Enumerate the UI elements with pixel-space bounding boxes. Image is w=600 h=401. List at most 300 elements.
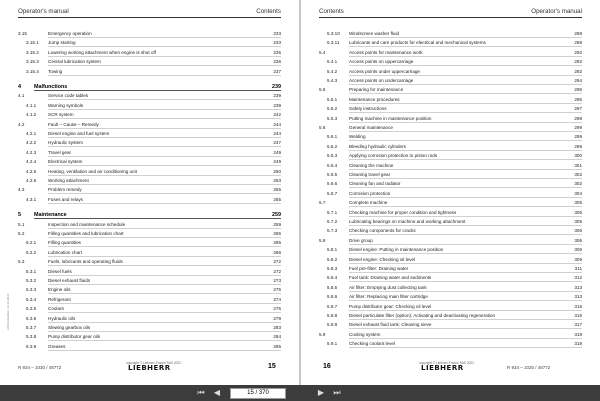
toc-entry-page: 305 [574,209,582,215]
toc-entry-page: 266 [273,249,281,255]
toc-entry[interactable] [319,58,582,66]
toc-entry-page: 299 [574,134,582,140]
toc-entry-number: 4.2.2 [26,140,37,146]
toc-entry[interactable] [319,30,582,38]
toc-entry-page: 302 [574,172,582,177]
toc-entry-label: Maintenance [34,212,67,219]
left-copyright: copyright © Liebherr-France SAS 2022 [126,361,181,365]
toc-entry-label: Lubrication chart [48,249,82,255]
toc-entry-page: 239 [273,93,281,99]
toc-entry[interactable] [18,168,281,176]
toc-entry-page: 306 [574,237,582,243]
toc-entry[interactable] [18,121,281,129]
toc-entry[interactable] [319,39,582,47]
toc-entry-number: 4.1.2 [26,112,37,118]
toc-entry-page: 239 [273,102,281,108]
toc-entry-number: 5.8 [319,237,326,243]
toc-entry[interactable] [18,149,281,157]
toc-entry[interactable] [18,249,281,257]
toc-entry-label: Access points under uppercarriage [349,68,420,74]
toc-entry-page: 236 [273,59,281,65]
toc-entry-rule [48,293,281,294]
toc-entry-page: 292 [574,59,582,65]
toc-entry-number: 3.15.3 [26,59,39,65]
toc-entry-page: 272 [273,268,281,274]
last-page-icon[interactable]: ⏭ [333,388,341,397]
toc-entry-label: Diesel fuels [48,268,72,274]
toc-entry-rule [48,109,281,110]
toc-entry-number: 5.9 [319,331,326,337]
toc-entry-rule [349,178,582,179]
toc-entry-rule [48,256,281,257]
toc-entry-page: 311 [574,266,582,271]
toc-entry-page: 274 [273,296,281,302]
toc-entry-page: 284 [273,334,281,340]
toc-entry-rule [48,165,281,166]
toc-entry-page: 305 [574,200,582,206]
toc-entry-label: Pump distributor gear: Checking oil level [349,303,432,309]
toc-entry[interactable] [319,265,582,273]
toc-entry-label: Filling quantities and lubrication chart [48,231,124,236]
toc-entry-rule [48,350,281,351]
toc-entry[interactable] [18,177,281,185]
toc-entry[interactable] [18,277,281,285]
toc-entry-page: 304 [574,190,582,196]
toc-entry[interactable] [18,324,281,332]
left-header-rule [18,17,281,18]
toc-entry-number: 5.5.1 [327,96,338,102]
toc-entry-rule [48,331,281,332]
toc-entry-number: 4.3 [18,187,25,193]
toc-entry-page: 283 [273,325,281,330]
toc-entry-page: 317 [574,322,582,328]
toc-entry[interactable] [18,92,281,100]
toc-entry[interactable] [319,284,582,292]
toc-entry-page: 265 [273,240,281,246]
toc-entry-label: Lowering working attachment when engine is shut off [48,49,156,55]
toc-entry-label: Emergency operation [48,31,92,36]
toc-entry-number: 5.6.4 [327,162,338,168]
toc-entry[interactable] [319,303,582,311]
toc-entry-page: 242 [273,112,281,118]
toc-entry-rule [349,93,582,94]
toc-entry[interactable] [319,190,582,198]
toc-entry-label: Jump starting [48,40,76,46]
toc-entry[interactable] [319,171,582,179]
toc-entry-number: 5.4.3 [327,78,338,83]
toc-entry-number: 5.6.7 [327,190,338,196]
toc-entry-rule [48,246,281,247]
toc-entry[interactable] [319,105,582,113]
toc-entry-label: Central lubrication system [48,59,101,65]
toc-entry[interactable] [18,343,281,351]
toc-entry-number: 5.5.2 [327,106,338,112]
toc-entry-label: Towing [48,68,63,74]
toc-entry-page: 299 [574,143,582,149]
toc-entry-rule [48,118,281,119]
toc-entry-number: 5.9.1 [327,341,338,347]
toc-entry-rule [349,263,582,264]
toc-entry-label: Diesel exhaust fluid tank: Cleaning sieve [349,322,432,328]
toc-entry-label: Refrigerant [48,296,71,302]
toc-entry-rule [48,56,281,57]
right-header-rule [319,17,582,18]
toc-entry-rule [48,275,281,276]
toc-entry-page: 313 [574,294,582,300]
toc-entry-number: 4.3.1 [26,196,37,202]
toc-entry-rule [48,340,281,341]
toc-entry-label: Lubricants and care products for electrical and mechanical systems [349,40,486,46]
right-page [301,0,600,385]
toc-entry-page: 259 [273,221,281,227]
toc-entry-page: 253 [273,178,281,183]
toc-entry[interactable] [18,68,281,76]
toc-entry-page: 250 [273,168,281,174]
toc-entry-page: 302 [574,181,582,187]
toc-entry[interactable] [319,180,582,188]
toc-entry-rule [349,112,582,113]
toc-entry-label: Cleaning travel gear [349,172,391,177]
toc-entry-page: 237 [273,68,281,74]
toc-entry[interactable] [18,286,281,294]
toc-entry-label: Safety instructions [349,106,387,112]
toc-entry-number: 4 [18,84,21,90]
toc-entry-page: 319 [574,341,582,347]
toc-entry-number: 5.3 [18,259,25,265]
right-copyright: copyright © Liebherr-France SAS 2022 [419,361,474,365]
toc-entry-number: 5.8.1 [327,247,338,253]
toc-entry-number: 4.2.6 [26,178,37,183]
toc-entry-page: 247 [273,140,281,146]
toc-entry-number: 5.3.1 [26,268,37,274]
toc-entry-rule [48,175,281,176]
toc-entry-number: 5.3.7 [26,325,37,330]
toc-entry-rule [349,338,582,339]
toc-entry[interactable] [18,333,281,341]
toc-entry-number: 5.6.5 [327,172,338,177]
toc-entry[interactable] [18,305,281,313]
toc-entry-rule [349,103,582,104]
toc-entry[interactable] [319,96,582,104]
toc-entry-number: 5.7.1 [327,209,338,215]
left-footer-code: R 934 – 1030 / 48772 [18,365,62,370]
toc-entry[interactable] [319,115,582,123]
toc-entry-number: 5.8.7 [327,303,338,309]
toc-entry[interactable] [18,30,281,38]
toc-entry-rule [349,319,582,320]
toc-entry-rule [349,37,582,38]
toc-entry-number: 4.2.3 [26,149,37,155]
toc-entry-label: Access points for maintenance work [349,49,423,55]
toc-entry-label: Hydraulic system [48,140,83,146]
toc-entry[interactable] [18,239,281,247]
toc-entry-number: 5.3.5 [26,306,37,312]
toc-entry-rule [48,237,281,238]
toc-entry-rule [349,225,582,226]
toc-entry-rule [48,75,281,76]
toc-entry-number: 5.3.3 [26,287,37,293]
toc-entry-page: 244 [273,121,281,127]
toc-entry-label: Diesel exhaust fluids [48,278,91,283]
toc-entry-number: 5.6.3 [327,153,338,159]
toc-entry[interactable] [18,315,281,323]
toc-entry[interactable] [18,49,281,57]
toc-entry-rule [349,272,582,273]
toc-entry[interactable] [319,246,582,254]
toc-entry-label: Diesel engine: Checking oil level [349,256,416,262]
toc-entry-number: 5.6.1 [327,134,338,140]
toc-entry-label: Maintenance procedures [349,96,400,102]
toc-entry[interactable] [319,143,582,151]
toc-entry-number: 5.4.2 [327,68,338,74]
toc-entry-number: 5.3.6 [26,315,37,321]
toc-entry-page: 292 [574,68,582,74]
toc-entry-label: Warning symbols [48,102,84,108]
toc-entry-number: 5.1 [18,221,25,227]
toc-entry-number: 5 [18,212,21,219]
toc-entry-label: Welding [349,134,366,140]
toc-entry[interactable] [18,211,281,219]
toc-entry-number: 5.8.2 [327,256,338,262]
toc-entry-label: Bleeding hydraulic cylinders [349,143,406,149]
toc-entry-rule [349,140,582,141]
toc-entry[interactable] [18,58,281,66]
toc-entry-label: Hydraulic oils [48,315,76,321]
toc-entry[interactable] [319,124,582,132]
toc-entry-number: 5.3.9 [26,343,37,349]
toc-entry-label: Cooling system [349,331,381,337]
next-page-icon[interactable]: ▶ [317,388,325,397]
toc-entry[interactable] [18,230,281,238]
toc-entry[interactable] [18,102,281,110]
toc-entry[interactable] [319,237,582,245]
toc-entry[interactable] [319,340,582,348]
toc-entry-page: 275 [273,287,281,293]
toc-entry[interactable] [319,312,582,320]
toc-entry-number: 5.7 [319,200,326,206]
toc-entry-label: Travel gear [48,149,72,155]
toc-entry-page: 265 [273,231,281,236]
toc-entry-label: Service code tables [48,93,89,99]
toc-entry-rule [48,65,281,66]
toc-entry[interactable] [319,199,582,207]
toc-entry[interactable] [18,111,281,119]
page-indicator[interactable]: 15 / 370 [230,388,286,399]
toc-entry[interactable] [319,77,582,85]
toc-entry[interactable] [18,139,281,147]
toc-entry-page: 272 [273,259,281,265]
toc-entry-rule [48,322,281,323]
toc-entry-page: 273 [273,278,281,283]
toc-entry-page: 292 [574,49,582,55]
right-toc [319,30,582,350]
toc-entry-rule [48,312,281,313]
toc-entry-number: 5.3.4 [26,296,37,302]
left-side-code: LFR/en/Edition: 12.12.2022 [6,293,10,330]
toc-entry-label: Drive group [349,237,373,243]
toc-entry-label: Filling quantities [48,240,81,246]
toc-entry[interactable] [319,152,582,160]
toc-entry[interactable] [319,86,582,94]
toc-entry-page: 299 [574,125,582,130]
toc-entry-rule [349,347,582,348]
toc-entry-page: 244 [273,131,281,136]
toc-entry[interactable] [319,133,582,141]
toc-entry-page: 295 [574,87,582,93]
toc-entry-page: 315 [574,303,582,309]
toc-entry-label: Access points on uppercarriage [349,59,414,65]
toc-entry-rule [48,99,281,100]
toc-entry-rule [48,193,281,194]
toc-entry-number: 4.1 [18,93,25,99]
toc-entry-label: Fuses and relays [48,196,83,202]
toc-entry-page: 233 [273,31,281,36]
toc-entry-label: Preparing for maintenance [349,87,404,93]
toc-entry-number: 3.15.2 [26,49,39,55]
toc-entry-label: Applying corrosion protection to piston rods [349,153,438,159]
toc-entry-number: 5.6.6 [327,181,338,187]
toc-entry-number: 5.4.1 [327,59,338,65]
toc-entry[interactable] [18,130,281,138]
toc-entry-number: 5.5 [319,87,326,93]
toc-entry-label: SCR system [48,112,74,118]
toc-entry-rule [349,46,582,47]
toc-entry[interactable] [18,83,281,91]
left-page [0,0,299,385]
toc-entry-number: 5.8.6 [327,294,338,300]
toc-entry-label: Heating, ventilation and air conditioning unit [48,168,137,174]
toc-entry-page: 312 [574,275,582,281]
toc-entry-rule [349,328,582,329]
toc-entry-page: 259 [272,212,281,219]
toc-entry-number: 5.8.5 [327,284,338,290]
toc-entry-label: Checking components for cracks [349,228,416,234]
toc-entry[interactable] [319,162,582,170]
toc-entry-page: 300 [574,153,582,159]
toc-entry-page: 239 [272,84,281,90]
toc-entry-number: 5.5.3 [327,115,338,121]
toc-entry-rule [349,169,582,170]
toc-entry-number: 5.6.2 [327,143,338,149]
toc-entry[interactable] [18,296,281,304]
toc-entry-label: Fuel tank: Draining water and sediments [349,275,432,281]
toc-entry-rule [349,291,582,292]
toc-entry-page: 316 [574,313,582,318]
toc-entry[interactable] [319,256,582,264]
toc-entry[interactable] [319,68,582,76]
toc-entry[interactable] [18,186,281,194]
toc-entry-rule [349,310,582,311]
toc-entry[interactable] [18,39,281,47]
toc-entry-rule [48,203,281,204]
toc-entry[interactable] [18,221,281,229]
toc-entry[interactable] [319,321,582,329]
toc-entry-rule [349,131,582,132]
toc-entry[interactable] [319,331,582,339]
toc-entry-label: Cleaning the machine [349,162,394,168]
toc-entry-number: 5.3.11 [327,40,340,46]
toc-entry-label: Air filter: Replacing main filter cartridge [349,294,428,300]
toc-entry-rule [349,244,582,245]
toc-entry-rule [349,187,582,188]
toc-entry-number: 5.7.3 [327,228,338,234]
toc-entry-number: 5.2.2 [26,249,37,255]
previous-page-icon[interactable]: ◀ [213,388,221,397]
first-page-icon[interactable]: ⏮ [197,388,205,397]
toc-entry-label: Complete machine [349,200,388,206]
toc-entry-rule [48,228,281,229]
toc-entry-rule [349,150,582,151]
toc-entry-label: Pump distributor gear oils [48,334,101,340]
toc-entry-number: 5.3.10 [327,31,340,36]
toc-entry-rule [349,253,582,254]
toc-entry[interactable] [319,293,582,301]
toc-entry[interactable] [18,196,281,204]
toc-entry-number: 5.2.1 [26,240,37,246]
toc-entry-page: 285 [273,343,281,349]
toc-entry-number: 5.2 [18,231,25,236]
toc-entry-label: Electrical system [48,159,83,165]
toc-entry-rule [349,234,582,235]
toc-entry-label: Malfunctions [34,84,68,90]
right-footer-code: R 934 – 1030 / 48772 [507,365,551,370]
toc-entry[interactable] [319,49,582,57]
toc-entry[interactable] [18,158,281,166]
toc-entry-rule [48,37,281,38]
right-header-title: Operator's manual [531,8,582,15]
toc-entry-rule [349,300,582,301]
toc-entry[interactable] [319,227,582,235]
toc-entry-number: 5.8.4 [327,275,338,281]
toc-entry-number: 5.8.3 [327,266,338,271]
toc-entry-rule [349,159,582,160]
toc-entry-label: Putting machine in maintenance position [349,115,432,121]
toc-entry-rule [349,281,582,282]
toc-entry-page: 233 [273,40,281,46]
viewer-toolbar [0,385,600,401]
toc-entry-number: 3.15 [18,31,27,36]
toc-entry-rule [349,56,582,57]
toc-entry-page: 305 [574,219,582,224]
toc-entry[interactable] [319,209,582,217]
toc-entry-rule [48,46,281,47]
toc-entry-rule [48,156,281,157]
toc-entry-label: Fuel pre-filter: Draining water [349,266,409,271]
toc-entry-label: Diesel engine and fuel system [48,131,110,136]
toc-entry-label: Checking machine for proper condition and tightness [349,209,457,215]
toc-entry-number: 5.4 [319,49,326,55]
toc-entry-rule [349,122,582,123]
toc-entry[interactable] [18,258,281,266]
toc-entry-page: 249 [273,149,281,155]
toc-entry-rule [349,216,582,217]
right-liebherr-logo: LIEBHERR [421,364,464,372]
toc-entry-label: Problem remedy [48,187,82,193]
toc-entry-label: Engine oils [48,287,71,293]
toc-entry-label: Working attachment [48,178,89,183]
toc-entry-number: 5.8.9 [327,322,338,328]
toc-entry-label: Fault – Cause – Remedy [48,121,99,127]
toc-entry-label: Access points on undercarriage [349,78,414,83]
toc-entry[interactable] [319,218,582,226]
toc-entry-label: Checking coolant level [349,341,395,347]
toc-entry-page: 297 [574,106,582,112]
toc-entry-rule [48,137,281,138]
left-toc [18,30,281,350]
toc-entry[interactable] [319,274,582,282]
toc-entry-page: 319 [574,331,582,337]
toc-entry[interactable] [18,268,281,276]
